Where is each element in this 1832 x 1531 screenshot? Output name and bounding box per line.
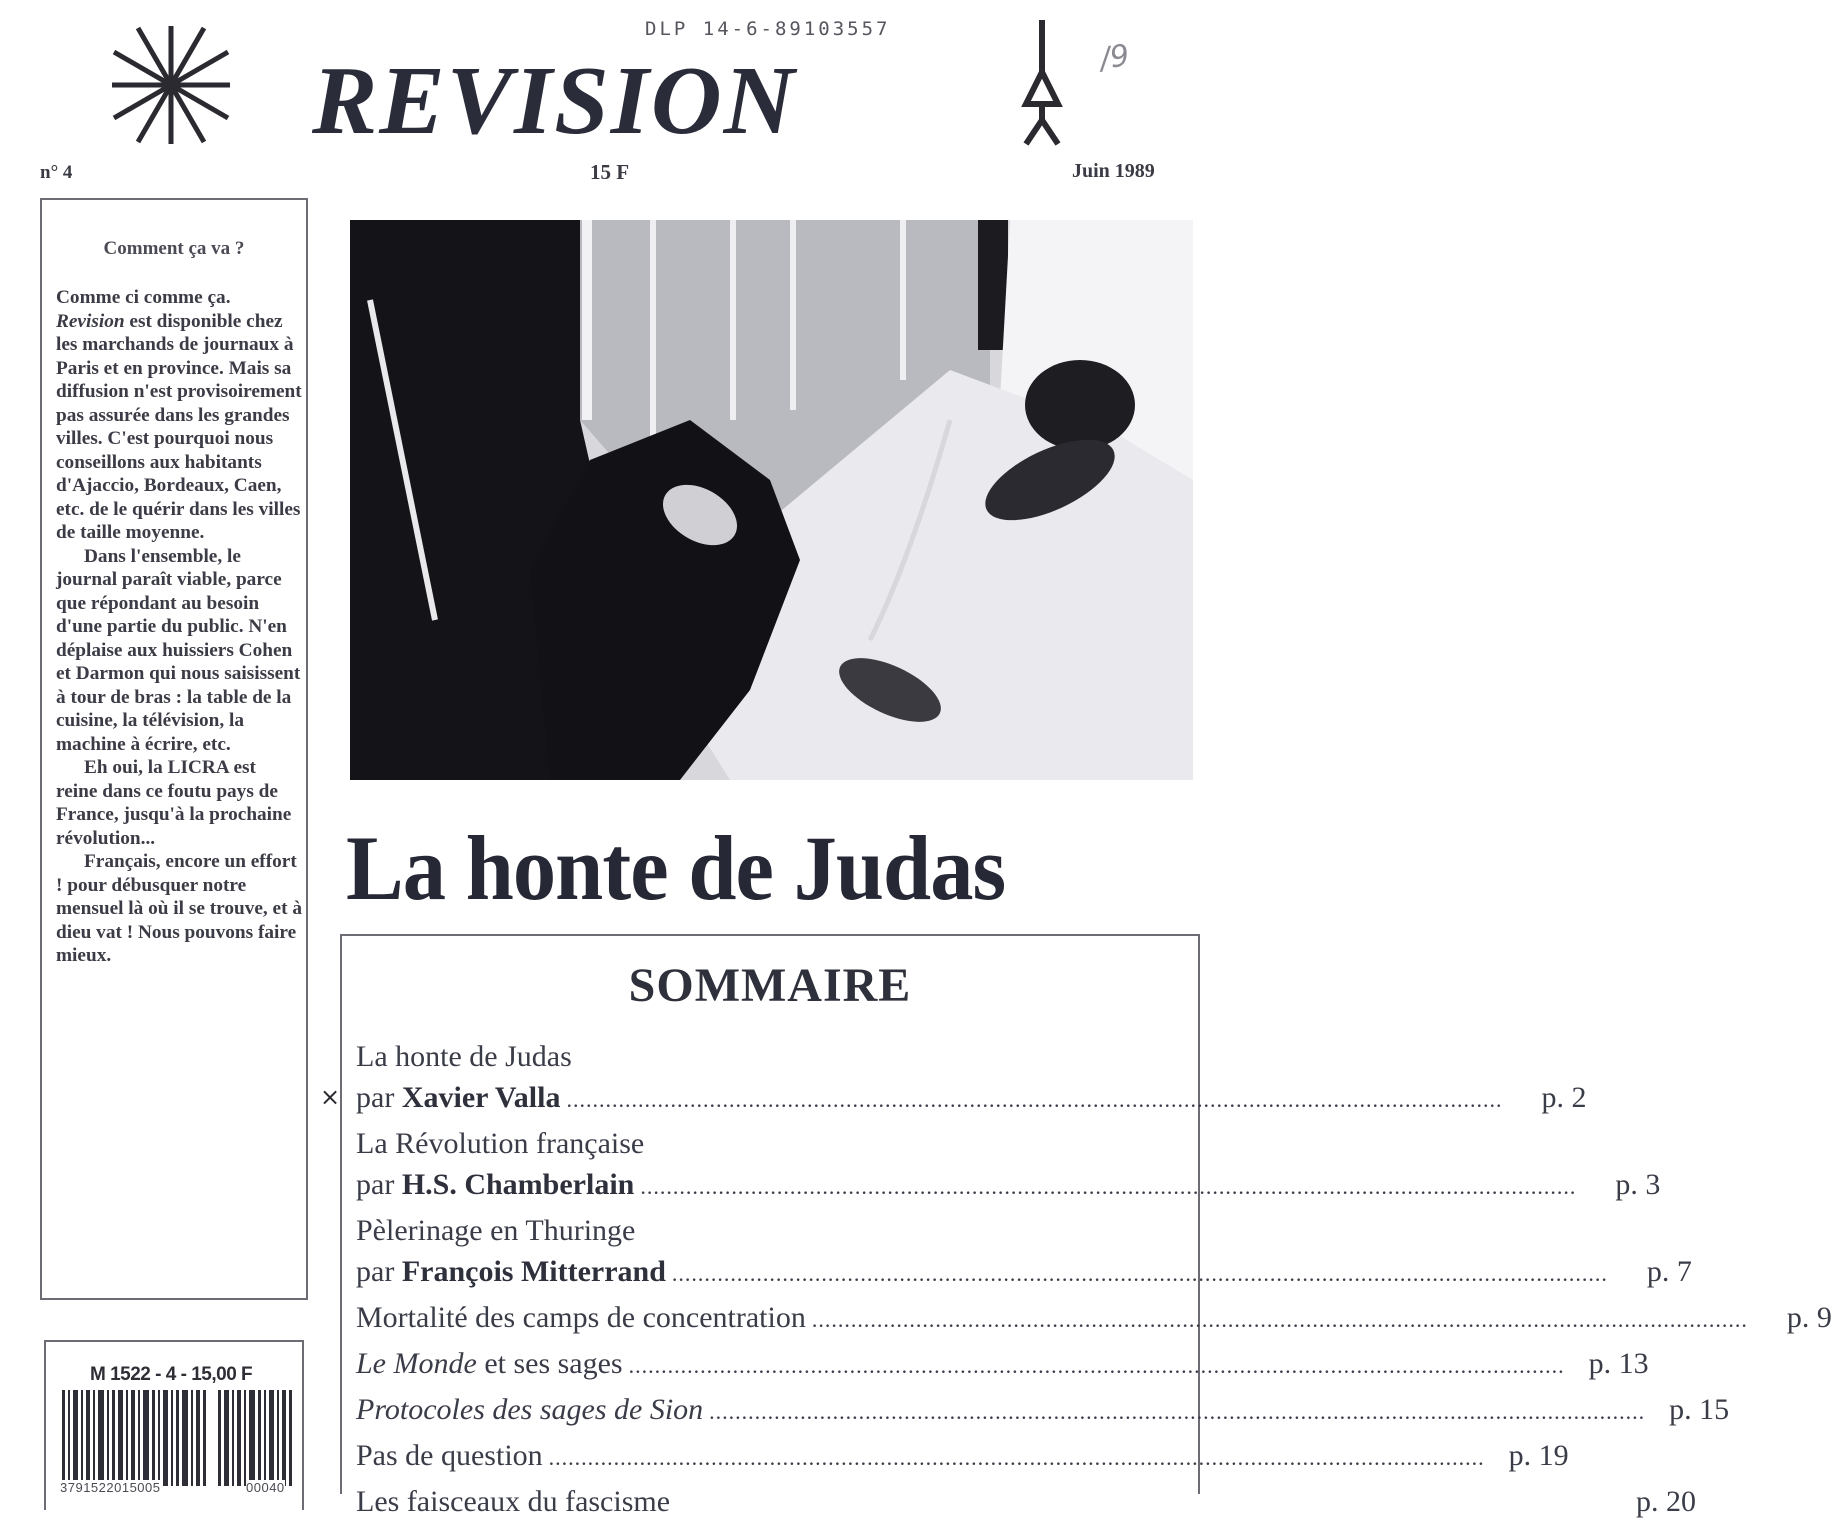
barcode-number-left: 3791522015005	[60, 1480, 161, 1495]
toc-page: p. 3	[1615, 1168, 1661, 1201]
sidebar-paragraph: Français, encore un effort ! pour débusquer notre mensuel là où il se trouve, et à dieu vat ! Nous pouvons faire mieux.	[56, 851, 302, 966]
toc-leader-dots	[566, 1087, 1502, 1113]
toc-list	[356, 1040, 1832, 1531]
issue-number: n° 4	[40, 162, 73, 183]
toc-leader-dots	[709, 1399, 1645, 1425]
toc-leader-dots	[672, 1261, 1608, 1287]
barcode-box	[44, 1340, 304, 1510]
toc-by-prefix: par	[356, 1255, 402, 1288]
toc-entry[interactable]	[356, 1439, 1569, 1485]
toc-leader-dots	[640, 1174, 1576, 1200]
issue-date: Juin 1989	[1072, 160, 1155, 182]
toc-entry-byline	[356, 1168, 634, 1202]
sidebar-title: Comment ça va ?	[103, 238, 245, 259]
toc-entry-heading: Protocoles des sages de Sion	[356, 1393, 704, 1426]
toc-page: p. 9	[1786, 1301, 1832, 1334]
toc-page: p. 13	[1588, 1347, 1649, 1380]
toc-page: p. 19	[1508, 1439, 1569, 1472]
toc-entry[interactable]	[356, 1168, 1661, 1214]
toc-title-rest: et ses sages	[476, 1347, 623, 1380]
toc-by-prefix: par	[356, 1168, 402, 1201]
toc-entry[interactable]	[356, 1301, 1832, 1347]
cover-price: 15 F	[590, 160, 630, 184]
rune-life-death-icon	[1012, 20, 1072, 146]
cover-photo	[350, 220, 1193, 780]
barcode-number-right: 00040	[246, 1480, 285, 1495]
editorial-sidebar	[40, 198, 308, 1300]
toc-entry-title	[356, 1127, 1188, 1168]
toc-title: SOMMAIRE	[628, 959, 912, 1012]
toc-author: H.S. Chamberlain	[401, 1168, 635, 1201]
toc-leader-dots	[629, 1353, 1565, 1379]
toc-entry[interactable]	[356, 1485, 1697, 1531]
toc-author: Xavier Valla	[401, 1081, 561, 1114]
handwritten-note: /9	[1097, 38, 1132, 77]
toc-entry-title	[356, 1214, 1188, 1255]
toc-author: François Mitterrand	[401, 1255, 666, 1288]
headline: La honte de Judas	[346, 817, 1006, 919]
toc-page: p. 20	[1636, 1485, 1697, 1518]
toc-leader-dots	[549, 1445, 1485, 1471]
sidebar-body	[56, 286, 302, 968]
toc-entry[interactable]	[356, 1255, 1692, 1301]
sidebar-paragraph: Eh oui, la LICRA est reine dans ce foutu pays de France, jusqu'à la prochaine révolution...	[56, 757, 292, 849]
toc-entry-byline	[356, 1081, 560, 1115]
table-of-contents	[340, 934, 1832, 1518]
registration-stamp: DLP 14-6-89103557	[645, 18, 891, 40]
margin-x-mark: ×	[320, 1083, 341, 1111]
toc-entry-title	[356, 1040, 1188, 1081]
starburst-icon	[108, 22, 234, 148]
toc-entry-heading: La honte de Judas	[356, 1040, 572, 1073]
barcode-label: M 1522 - 4 - 15,00 F	[90, 1364, 253, 1385]
toc-leader-dots	[812, 1307, 1748, 1333]
toc-entry[interactable]	[356, 1081, 1587, 1127]
toc-entry-byline	[356, 1255, 666, 1289]
toc-entry-heading	[356, 1347, 623, 1381]
toc-page: p. 7	[1646, 1255, 1692, 1288]
sidebar-paragraph-text: Comme ci comme ça. Revision est disponible chez les marchands de journaux à Paris et en province. Mais sa diffusion n'est provisoirement pas assurée dans les grandes villes. C'est pourquoi nous conseillons aux habitants d'Ajaccio, Bordeaux, Caen, etc. de le quérir dans les villes de taille moyenne.	[56, 287, 302, 543]
masthead-title: REVISION	[312, 47, 797, 155]
toc-entry-heading: Les faisceaux du fascisme	[356, 1485, 671, 1518]
toc-entry-heading: La Révolution française	[356, 1127, 645, 1160]
toc-entry[interactable]	[356, 1393, 1730, 1439]
toc-by-prefix: par	[356, 1081, 402, 1114]
toc-page: p. 2	[1541, 1081, 1587, 1114]
toc-entry-heading: Pèlerinage en Thuringe	[356, 1214, 636, 1247]
toc-entry-heading: Mortalité des camps de concentration	[356, 1301, 806, 1334]
toc-entry[interactable]	[356, 1347, 1649, 1393]
sidebar-paragraph	[56, 286, 302, 545]
sidebar-paragraph: Dans l'ensemble, le journal paraît viable, parce que répondant au besoin d'une partie du public. N'en déplaise aux huissiers Cohen et Darmon qui nous saisissent à tour de bras : la table de la cuisine, la télévision, la machine à écrire, etc.	[56, 545, 301, 755]
toc-page: p. 15	[1669, 1393, 1730, 1426]
toc-italic-title: Le Monde	[356, 1347, 477, 1380]
toc-entry-heading: Pas de question	[356, 1439, 543, 1472]
barcode-icon	[60, 1390, 294, 1486]
